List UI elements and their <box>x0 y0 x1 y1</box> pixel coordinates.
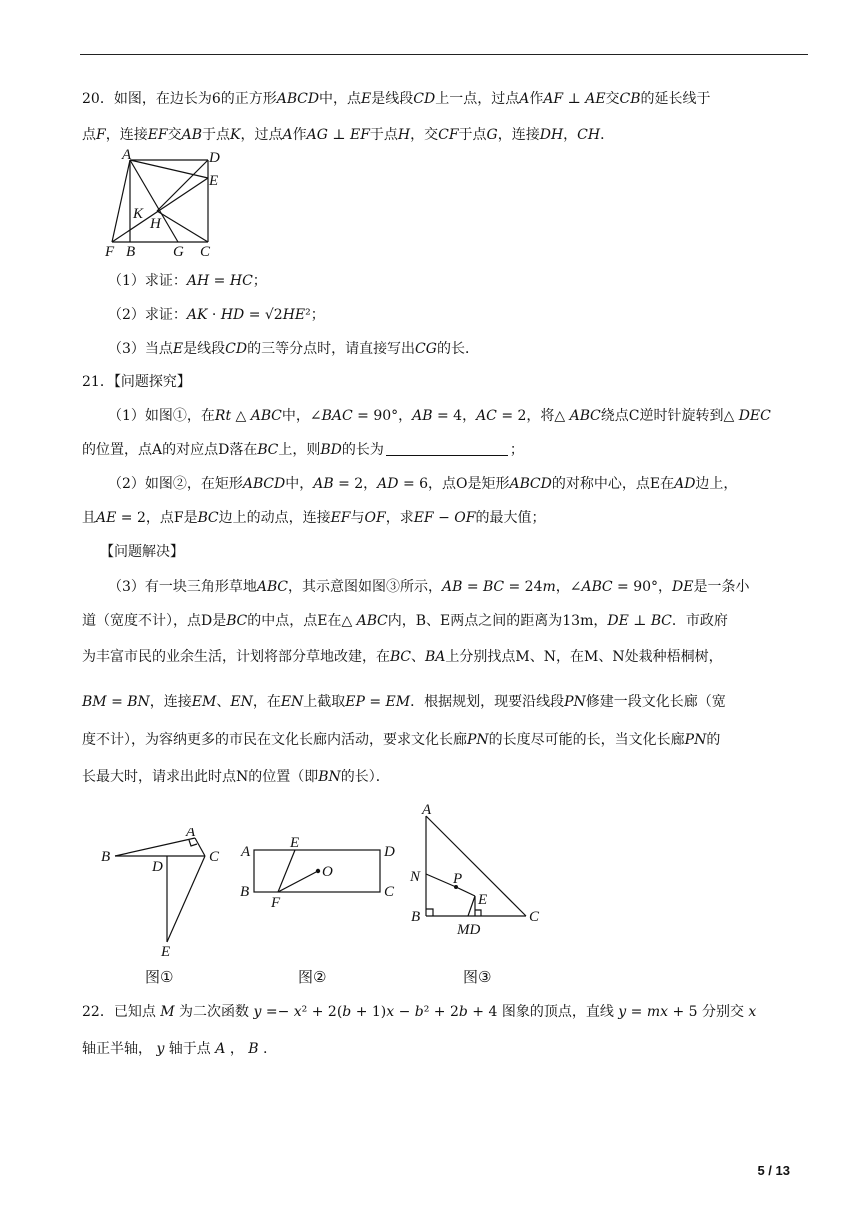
q20-sub-1: （1）求证：𝐴𝐻 = 𝐻𝐶； <box>108 273 267 289</box>
fig2-label-b: B <box>240 884 250 900</box>
fig20-label-e: E <box>209 173 219 189</box>
fig3-label-n: N <box>410 869 421 885</box>
fig2-label-e: E <box>290 835 300 851</box>
fig1-label-c: C <box>209 849 220 865</box>
fig2-label-a: A <box>241 844 251 860</box>
fig2-center-point <box>316 869 320 873</box>
fig20-label-c: C <box>200 244 211 260</box>
page-number: 5 / 13 <box>757 1163 790 1178</box>
q21-figure-2 <box>238 830 408 914</box>
q20-line-1: 20．如图，在边长为6的正方形𝐴𝐵𝐶𝐷中，点𝐸是线段𝐶𝐷上一点，过点𝐴作𝐴𝐹 ⊥ 𝐴𝐸交𝐶𝐵的延长线于 <box>82 91 711 107</box>
fig3-label-p: P <box>453 871 463 887</box>
q21-p1-text: 的位置，点A的对应点D落在𝐵𝐶上，则𝐵𝐷的长为 <box>82 442 384 458</box>
fig20-label-a: A <box>122 148 132 163</box>
q20-sub-2: （2）求证：𝐴𝐾 · 𝐻𝐷 = √2𝐻𝐸²； <box>108 307 325 323</box>
header-rule <box>80 54 808 55</box>
q21-header: 21．【问题探究】 <box>82 374 191 390</box>
fig3-label-md: MD <box>457 922 481 938</box>
q21-p1-line-1: （1）如图①，在𝑅𝑡 △ 𝐴𝐵𝐶中，∠𝐵𝐴𝐶 = 90°，𝐴𝐵 = 4，𝐴𝐶 = 2，将△ 𝐴𝐵𝐶绕点C逆时针旋转到△ 𝐷𝐸𝐶 <box>108 408 771 424</box>
fig2-label-f: F <box>271 895 281 910</box>
q21-p2-line-2: 且𝐴𝐸 = 2，点F是𝐵𝐶边上的动点，连接𝐸𝐹与𝑂𝐹，求𝐸𝐹 − 𝑂𝐹的最大值； <box>82 510 546 526</box>
q21-p2-line-1: （2）如图②，在矩形𝐴𝐵𝐶𝐷中，𝐴𝐵 = 2，𝐴𝐷 = 6，点O是矩形𝐴𝐵𝐶𝐷的对称中心，点E在𝐴𝐷边上， <box>108 476 738 492</box>
fig1-label-d: D <box>152 859 163 875</box>
q21-figure-1 <box>95 828 235 964</box>
figure-2-caption: 图② <box>298 968 327 986</box>
q21-p3-line-2: 道（宽度不计），点D是𝐵𝐶的中点，点E在△ 𝐴𝐵𝐶内，B、E两点之间的距离为13m，𝐷𝐸 ⊥ 𝐵𝐶．市政府 <box>82 613 728 629</box>
fig20-label-b: B <box>126 244 136 260</box>
fig2-label-o: O <box>322 864 333 880</box>
fig1-label-e: E <box>161 944 171 960</box>
figure-3-caption: 图③ <box>463 968 492 986</box>
q21-p3-line-1: （3）有一块三角形草地𝐴𝐵𝐶，其示意图如图③所示，𝐴𝐵 = 𝐵𝐶 = 24𝑚，∠𝐴𝐵𝐶 = 90°，𝐷𝐸是一条小 <box>108 579 750 595</box>
q22-line-2: 轴正半轴， 𝑦 轴于点 𝐴 ， 𝐵 . <box>82 1041 268 1057</box>
q22-line-1: 22．已知点 𝑀 为二次函数 𝑦 =− 𝑥² + 2(𝑏 + 1)𝑥 − 𝑏² + 2𝑏 + 4 图象的顶点，直线 𝑦 = 𝑚𝑥 + 5 分别交 𝑥 <box>82 1004 757 1020</box>
fig20-label-f: F <box>105 244 115 260</box>
q21-p3-line-3: 为丰富市民的业余生活，计划将部分草地改建，在𝐵𝐶、𝐵𝐴上分别找点M、N，在M、N处栽种梧桐树， <box>82 649 723 665</box>
q20-figure <box>100 148 230 264</box>
fig1-label-a: A <box>186 828 196 840</box>
q21-p3-line-6: 长最大时，请求出此时点N的位置（即𝐵𝑁的长）． <box>82 769 390 785</box>
fig20-label-d: D <box>209 150 220 166</box>
fig2-label-d: D <box>384 844 395 860</box>
fig3-label-b: B <box>411 909 421 925</box>
q21-figure-3 <box>405 800 550 944</box>
q21-p3-line-5: 度不计），为容纳更多的市民在文化长廊内活动，要求文化长廊𝑃𝑁的长度尽可能的长，当文化长廊𝑃𝑁的 <box>82 732 721 748</box>
answer-blank[interactable] <box>386 441 508 456</box>
q21-p1-line-2 <box>82 441 808 459</box>
q21-p3-line-4: 𝐵𝑀 = 𝐵𝑁，连接𝐸𝑀、𝐸𝑁，在𝐸𝑁上截取𝐸𝑃 = 𝐸𝑀．根据规划，现要沿线段𝑃𝑁修建一段文化长廊（宽 <box>82 694 726 710</box>
fig1-label-b: B <box>101 849 111 865</box>
q20-sub-3: （3）当点𝐸是线段𝐶𝐷的三等分点时，请直接写出𝐶𝐺的长． <box>108 341 479 357</box>
fig2-label-c: C <box>384 884 395 900</box>
q20-line-2: 点𝐹，连接𝐸𝐹交𝐴𝐵于点𝐾，过点𝐴作𝐴𝐺 ⊥ 𝐸𝐹于点𝐻，交𝐶𝐹于点𝐺，连接𝐷𝐻，𝐶𝐻． <box>82 127 615 143</box>
fig20-label-k: K <box>133 206 144 222</box>
fig3-label-e: E <box>478 892 488 908</box>
q21-solve-header: 【问题解决】 <box>100 544 184 560</box>
figure-1-caption: 图① <box>145 968 174 986</box>
fig20-label-h: H <box>150 216 161 232</box>
fig3-label-c: C <box>529 909 540 925</box>
fig20-label-g: G <box>173 244 184 260</box>
fig3-label-a: A <box>422 802 432 818</box>
q21-p1-tail: ； <box>509 442 524 458</box>
